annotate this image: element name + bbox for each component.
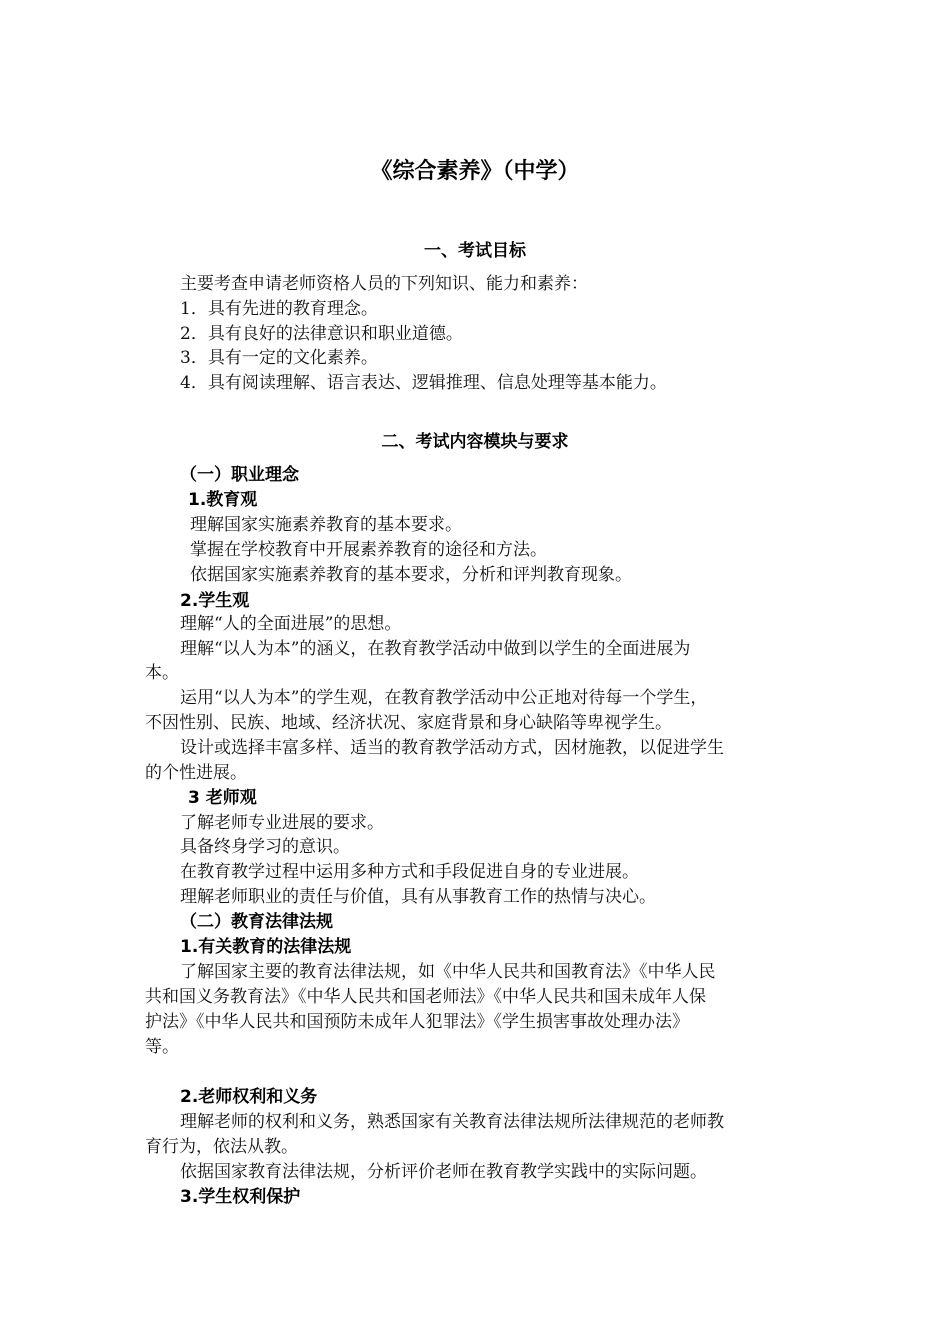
paragraph-line: 理解“以人为本”的涵义，在教育教学活动中做到以学生的全面进展为 <box>180 639 691 659</box>
paragraph-line: 理解老师的权利和义务，熟悉国家有关教育法律法规所法律规范的老师教 <box>180 1112 724 1132</box>
section-heading-content-modules: 二、考试内容模块与要求 <box>381 432 569 452</box>
list-item: 4．具有阅读理解、语言表达、逻辑推理、信息处理等基本能力。 <box>180 373 667 393</box>
paragraph-line: 的个性进展。 <box>145 763 247 783</box>
paragraph-line: 运用“以人为本”的学生观，在教育教学活动中公正地对待每一个学生， <box>180 688 708 708</box>
page-title: 《综合素养》（中学） <box>370 159 580 184</box>
paragraph: 具备终身学习的意识。 <box>180 837 350 857</box>
subsection-heading: （一）职业理念 <box>180 465 299 485</box>
paragraph: 掌握在学校教育中开展素养教育的途径和方法。 <box>190 540 547 560</box>
paragraph-line: 育行为，依法从教。 <box>145 1137 298 1157</box>
item-heading: 3.学生权利保护 <box>180 1187 301 1207</box>
section-heading-exam-goals: 一、考试目标 <box>424 241 526 261</box>
paragraph: 主要考查申请老师资格人员的下列知识、能力和素养： <box>180 274 588 294</box>
paragraph: 理解国家实施素养教育的基本要求。 <box>190 515 462 535</box>
item-heading: 1.有关教育的法律法规 <box>180 937 352 957</box>
paragraph: 了解老师专业进展的要求。 <box>180 813 384 833</box>
list-item: 1．具有先进的教育理念。 <box>180 299 378 319</box>
item-heading: 2.老师权利和义务 <box>180 1087 318 1107</box>
paragraph: 在教育教学过程中运用多种方式和手段促进自身的专业进展。 <box>180 862 639 882</box>
item-heading: 1.教育观 <box>188 490 258 510</box>
item-heading: 3 老师观 <box>188 788 257 808</box>
list-item: 2．具有良好的法律意识和职业道德。 <box>180 324 463 344</box>
paragraph: 依据国家实施素养教育的基本要求，分析和评判教育现象。 <box>190 565 632 585</box>
paragraph-line: 等。 <box>145 1037 179 1057</box>
paragraph-line: 了解国家主要的教育法律法规，如《中华人民共和国教育法》《中华人民 <box>180 962 716 982</box>
paragraph-line: 设计或选择丰富多样、适当的教育教学活动方式，因材施教，以促进学生 <box>180 738 724 758</box>
paragraph: 理解老师职业的责任与价值，具有从事教育工作的热情与决心。 <box>180 887 656 907</box>
list-item: 3．具有一定的文化素养。 <box>180 348 378 368</box>
item-heading: 2.学生观 <box>180 591 250 611</box>
paragraph-line: 不因性别、民族、地域、经济状况、家庭背景和身心缺陷等卑视学生。 <box>145 713 672 733</box>
paragraph-line: 本。 <box>145 663 179 683</box>
paragraph: 理解“人的全面进展”的思想。 <box>180 614 402 634</box>
paragraph-line: 护法》《中华人民共和国预防未成年人犯罪法》《学生损害事故处理办法》 <box>145 1012 689 1032</box>
paragraph-line: 共和国义务教育法》《中华人民共和国老师法》《中华人民共和国未成年人保 <box>145 987 706 1007</box>
subsection-heading: （二）教育法律法规 <box>180 912 333 932</box>
paragraph: 依据国家教育法律法规，分析评价老师在教育教学实践中的实际问题。 <box>180 1162 707 1182</box>
